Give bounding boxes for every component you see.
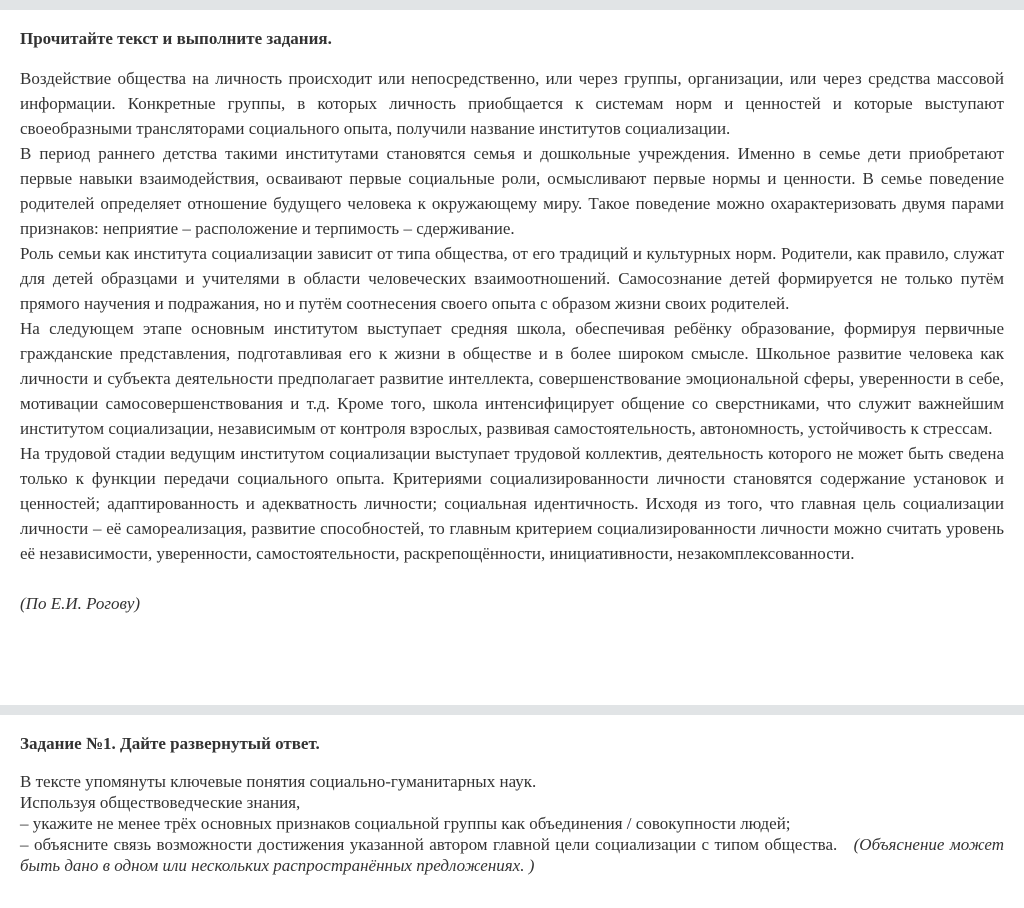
task-line-1: В тексте упомянуты ключевые понятия социально-гуманитарных наук. bbox=[20, 772, 537, 791]
task-line-2: Используя обществоведческие знания, bbox=[20, 793, 301, 812]
task-line-4 bbox=[20, 834, 1004, 876]
task-last-line: – объясните связь возможности достижения указанной автором главной цели социализации с типом общества. bbox=[20, 835, 838, 854]
task-heading: Задание №1. Дайте развернутый ответ. bbox=[20, 734, 320, 753]
paragraph-3: Роль семьи как института социализации зависит от типа общества, от его традиций и культурных норм. Родители, как правило, служат для детей образцами и учителями в области человеческих взаимоотношений. Самосознание детей формируется не только путём прямого научения и подражания, но и путём соотнесения своего опыта с образом жизни своих родителей. bbox=[20, 244, 1004, 313]
top-divider-bar bbox=[0, 0, 1024, 10]
reading-heading: Прочитайте текст и выполните задания. bbox=[20, 29, 332, 48]
reading-text bbox=[20, 66, 1004, 566]
task-hint: (Объяснение может быть дано в одном или нескольких распространённых предложениях. ) bbox=[20, 835, 1004, 875]
paragraph-5: На трудовой стадии ведущим институтом социализации выступает трудовой коллектив, деятельность которого не может быть сведена только к функции передачи социального опыта. Критериями социализированности личности становятся содержание установок и ценностей; адаптированность и адекватность личности; социальная идентичность. Исходя из того, что главная цель социализации личности – её самореализация, развитие способностей, то главным критерием социализированности личности можно считать уровень её независимости, уверенности, самостоятельности, раскрепощённости, инициативности, незакомплексованности. bbox=[20, 444, 1004, 563]
reading-text-section bbox=[20, 28, 1004, 616]
paragraph-4: На следующем этапе основным институтом выступает средняя школа, обеспечивая ребёнку образование, формируя первичные гражданские представления, подготавливая его к жизни в обществе и в более широком смысле. Школьное развитие человека как личности и субъекта деятельности предполагает развитие интеллекта, совершенствование эмоциональной сферы, уверенности в себе, мотивации самосовершенствования и т.д. Кроме того, школа интенсифицирует общение со сверстниками, что служит важнейшим институтом социализации, независимым от контроля взрослых, развивая самостоятельность, автономность, устойчивость к стрессам. bbox=[20, 319, 1004, 438]
paragraph-2: В период раннего детства такими институтами становятся семья и дошкольные учреждения. Именно в семье дети приобретают первые навыки взаимодействия, осваивают первые социальные роли, осмысливают первые нормы и ценности. В семье поведение родителей определяет отношение будущего человека к окружающему миру. Такое поведение можно охарактеризовать двумя парами признаков: неприятие – расположение и терпимость – сдерживание. bbox=[20, 144, 1004, 238]
section-divider-bar bbox=[0, 705, 1024, 715]
task-line-3: – укажите не менее трёх основных признаков социальной группы как объединения / совокупности людей; bbox=[20, 814, 791, 833]
paragraph-1: Воздействие общества на личность происходит или непосредственно, или через группы, организации, или через средства массовой информации. Конкретные группы, в которых личность приобщается к системам норм и ценностей и которые выступают своеобразными трансляторами социального опыта, получили название институтов социализации. bbox=[20, 69, 1004, 138]
task-instructions bbox=[20, 771, 1004, 876]
task-section bbox=[20, 733, 1004, 876]
source-attribution: (По Е.И. Рогову) bbox=[20, 594, 141, 613]
